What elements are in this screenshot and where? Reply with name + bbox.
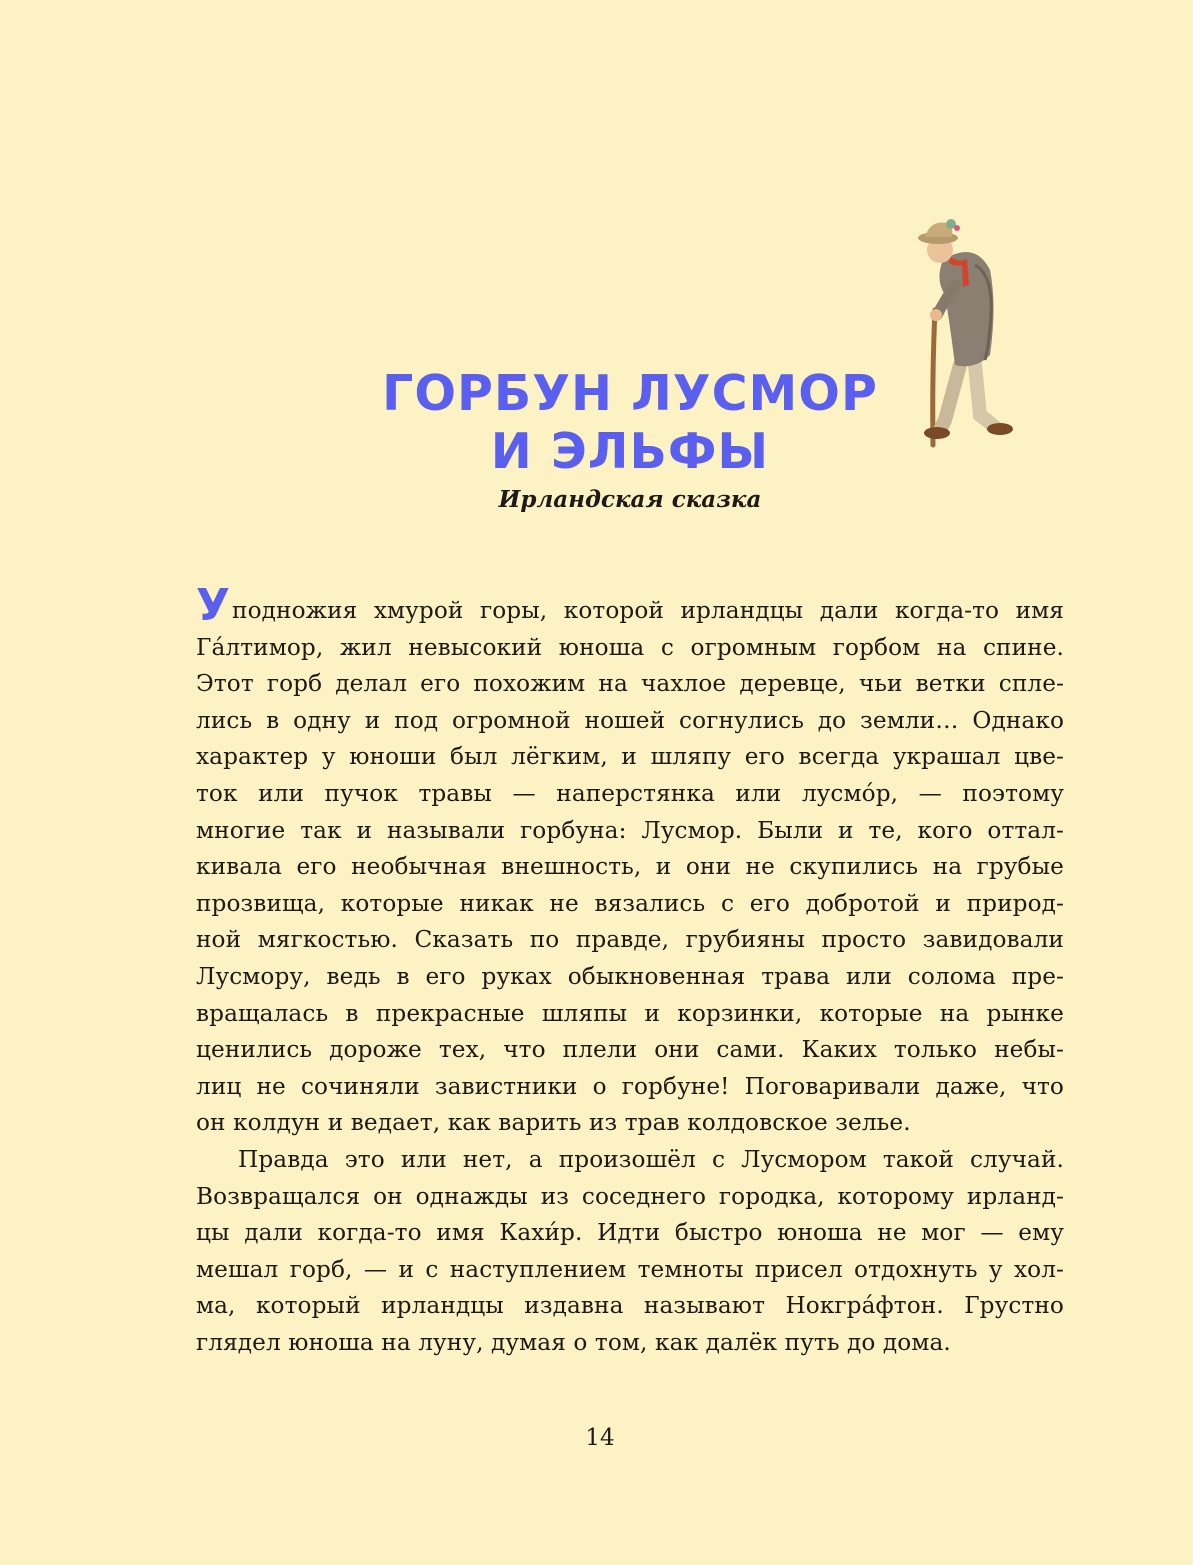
text-line: лиц не сочиняли завистники о горбуне! Поговаривали даже, что <box>196 1072 1064 1100</box>
paragraph-2 <box>196 1142 1064 1362</box>
text-line: характер у юноши был лёгким, и шляпу его всегда украшал цве- <box>196 743 1064 771</box>
text-line: Уподножия хмурой горы, которой ирландцы дали когда-то имя <box>196 580 1064 631</box>
text-line: кивала его необычная внешность, и они не скупились на грубые <box>196 853 1064 881</box>
story-title <box>330 365 930 481</box>
dropcap-letter: У <box>196 580 231 631</box>
story-title-line2: И ЭЛЬФЫ <box>490 422 770 480</box>
text-line: Лусмору, ведь в его руках обыкновенная трава или солома пре- <box>196 962 1064 990</box>
text-line: вращалась в прекрасные шляпы и корзинки, которые на рынке <box>196 999 1064 1027</box>
story-title-line1: ГОРБУН ЛУСМОР <box>382 364 878 422</box>
text-line: мешал горб, — и с наступлением темноты присел отдохнуть у хол- <box>196 1255 1064 1283</box>
text-line: Правда это или нет, а произошёл с Лусмором такой случай. <box>238 1145 1064 1173</box>
story-body <box>196 580 1064 1361</box>
text-line: ток или пучок травы — наперстянка или лусмо́р, — поэтому <box>196 779 1064 807</box>
story-subtitle: Ирландская сказка <box>498 486 762 513</box>
text-line: Возвращался он однажды из соседнего городка, которому ирланд- <box>196 1182 1064 1210</box>
text-line: цы дали когда-то имя Кахи́р. Идти быстро юноша не мог — ему <box>196 1219 1064 1247</box>
page-number: 14 <box>585 1425 615 1451</box>
text-line: лись в одну и под огромной ношей согнулись до земли… Однако <box>196 706 1064 734</box>
text-line: прозвища, которые никак не вязались с его добротой и природ- <box>196 889 1064 917</box>
text-line: многие так и называли горбуна: Лусмор. Были и те, кого оттал- <box>196 816 1064 844</box>
text-line: он колдун и ведает, как варить из трав колдовское зелье. <box>196 1109 911 1137</box>
paragraph-1 <box>196 580 1064 1142</box>
text-line: ной мягкостью. Сказать по правде, грубияны просто завидовали <box>196 926 1064 954</box>
text-line: ценились дороже тех, что плели они сами. Каких только небы- <box>196 1036 1064 1064</box>
text-line: ма, который ирландцы издавна называют Нокгра́фтон. Грустно <box>196 1292 1064 1320</box>
text-line: Этот горб делал его похожим на чахлое деревце, чьи ветки спле- <box>196 670 1064 698</box>
text-line: Га́лтимор, жил невысокий юноша с огромным горбом на спине. <box>196 633 1064 661</box>
text-line: глядел юноша на луну, думая о том, как далёк путь до дома. <box>196 1328 951 1356</box>
